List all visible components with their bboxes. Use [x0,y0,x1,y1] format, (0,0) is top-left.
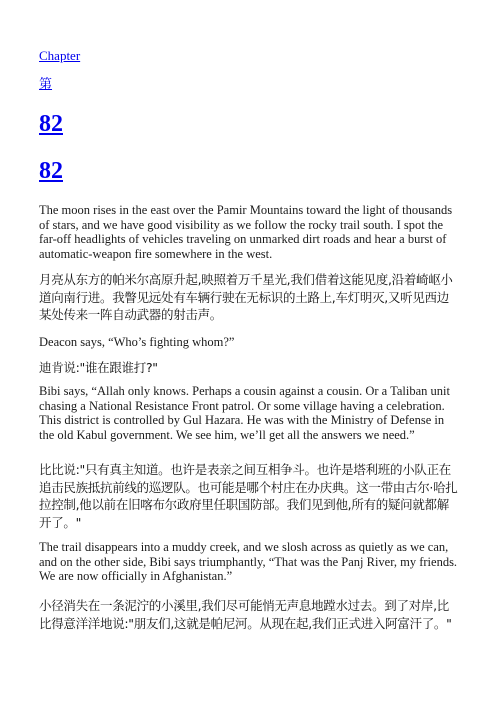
chapter-number-heading[interactable]: 82 [39,158,63,184]
chapter-di-link[interactable]: 第 [39,77,53,92]
chapter-link[interactable]: Chapter [39,48,81,63]
paragraph-chinese-1: 月亮从东方的帕米尔高原升起,映照着万千星光,我们借着这能见度,沿着崎岖小道向南行进。我瞥见远处有车辆行驶在无标识的土路上,车灯明灭,又听见西边某处传来一阵自动武器的射击声。 [39,272,453,322]
chapter-number-link[interactable]: 82 [39,111,63,137]
paragraph-english-1: The moon rises in the east over the Pamir Mountains toward the light of thousands of stars, and we have good visibility as we follow the rocky trail south. I spot the far-off headlights of vehicles traveling on unmarked dirt roads and hear a burst of automatic-weapon fire somewhere in the west. [39,203,453,261]
paragraph-english-4: The trail disappears into a muddy creek, and we slosh across as quietly as we can, and on the other side, Bibi says triumphantly, “That was the Panj River, my friends. We are now officially in Afghanistan.” [39,540,458,584]
paragraph-chinese-3: 比比说:"只有真主知道。也许是表亲之间互相争斗。也许是塔利班的小队正在追击民族抵抗前线的巡逻队。也可能是哪个村庄在办庆典。这一带由古尔·哈扎拉控制,他以前在旧喀布尔政府里任职国防部。我们见到他,所有的疑问就都解开了。" [39,462,458,530]
paragraph-english-3: Bibi says, “Allah only knows. Perhaps a cousin against a cousin. Or a Taliban unit chasing a National Resistance Front patrol. Or some village having a celebration. This district is controlled by Gul Hazara. He was with the Ministry of Defense in the old Kabul government. We see him, we’ll get all the answers we need.” [39,384,450,442]
paragraph-english-2: Deacon says, “Who’s fighting whom?” [39,335,235,349]
paragraph-chinese-4: 小径消失在一条泥泞的小溪里,我们尽可能悄无声息地蹚水过去。到了对岸,比比得意洋洋地说:"朋友们,这就是帕尼河。从现在起,我们正式进入阿富汗了。" [39,598,452,631]
paragraph-chinese-2: 迪肯说:"谁在跟谁打?" [39,360,158,375]
